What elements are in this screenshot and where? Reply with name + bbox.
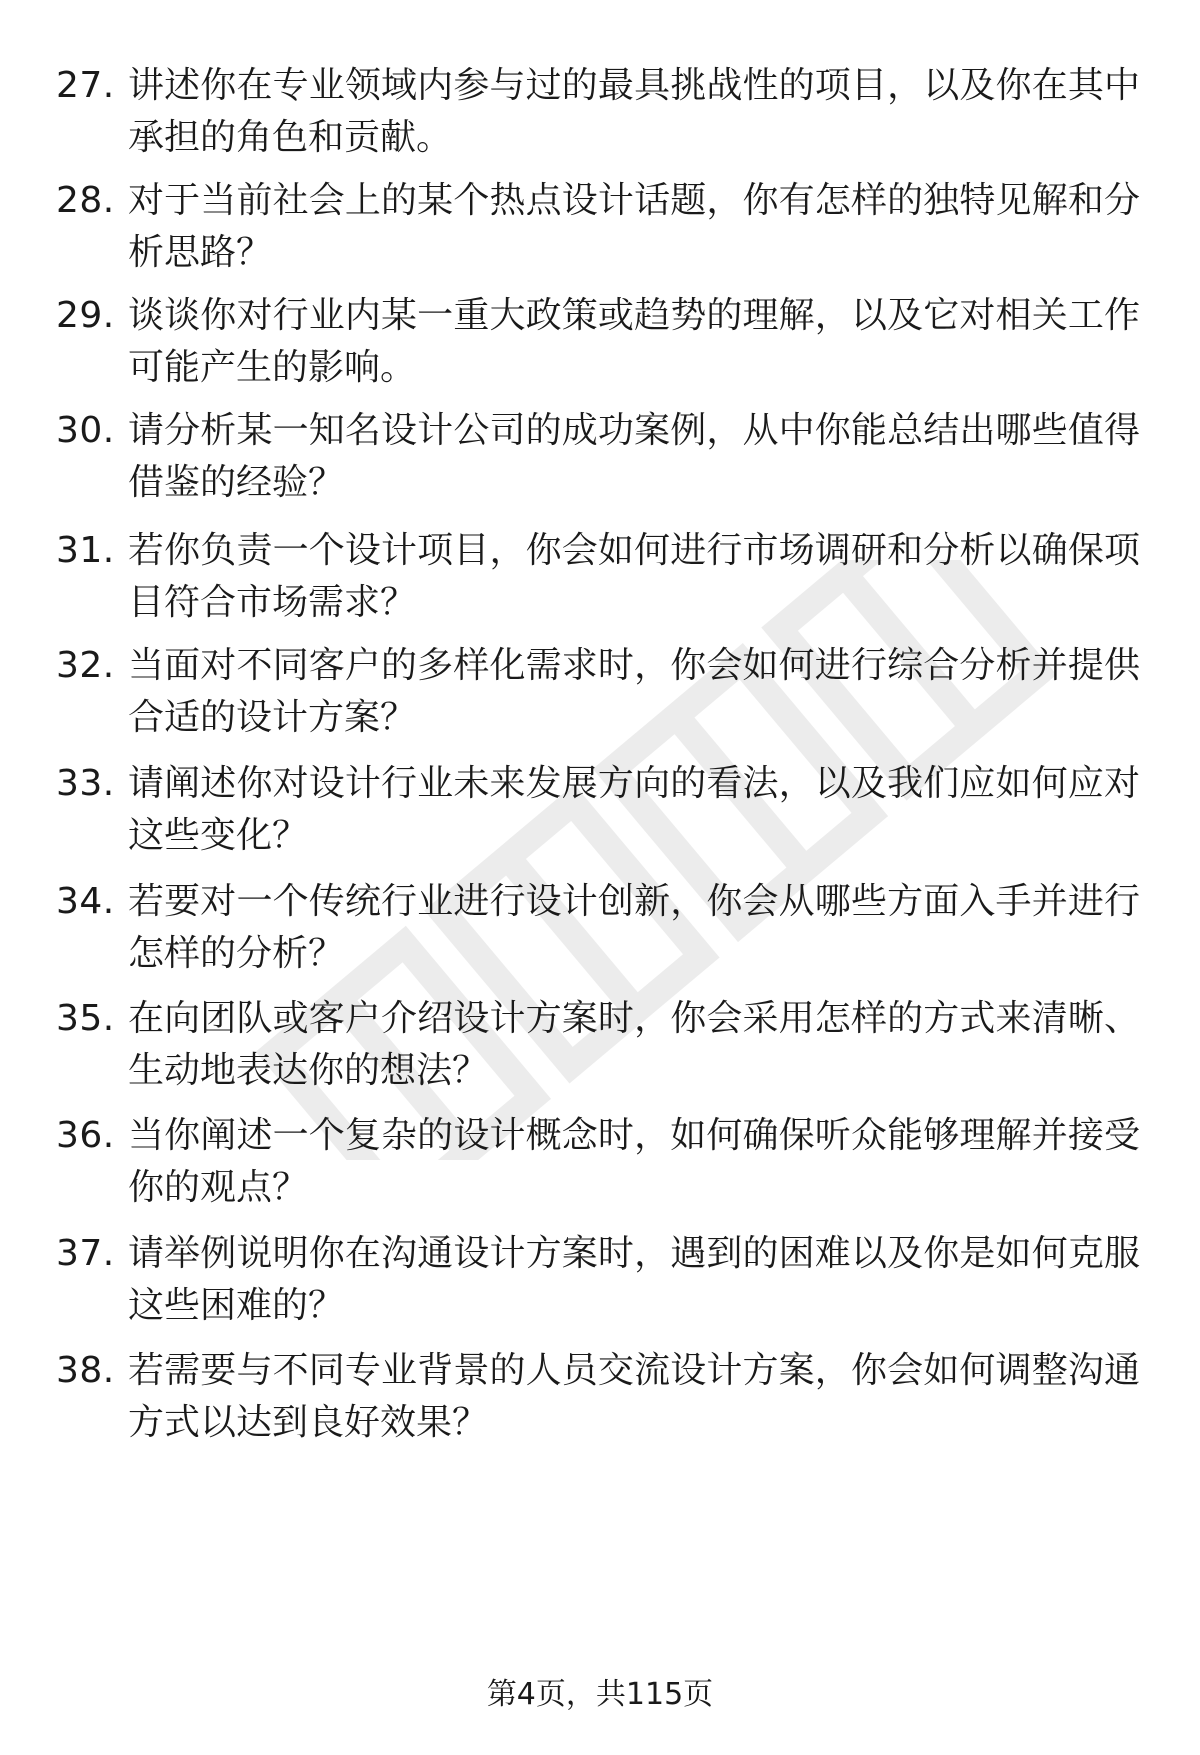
question-text: 在向团队或客户介绍设计方案时，你会采用怎样的方式来清晰、生动地表达你的想法？ [128,998,1140,1091]
list-item [0,1228,1200,1338]
question-text: 请举例说明你在沟通设计方案时，遇到的困难以及你是如何克服这些困难的？ [128,1233,1140,1326]
list-item [0,1110,1200,1220]
question-number: 38. [56,1350,115,1391]
list-item [0,758,1200,868]
list-item [0,175,1200,285]
question-text: 请分析某一知名设计公司的成功案例，从中你能总结出哪些值得借鉴的经验？ [128,410,1140,503]
page-number-footer: 第4页，共115页 [486,1677,714,1712]
question-text: 谈谈你对行业内某一重大政策或趋势的理解，以及它对相关工作可能产生的影响。 [128,295,1140,388]
question-number: 34. [56,881,115,922]
question-number: 36. [56,1115,115,1156]
question-text: 讲述你在专业领域内参与过的最具挑战性的项目，以及你在其中承担的角色和贡献。 [128,65,1140,158]
list-item [0,1345,1200,1455]
list-item [0,993,1200,1103]
question-text: 当你阐述一个复杂的设计概念时，如何确保听众能够理解并接受你的观点？ [128,1115,1140,1208]
question-number: 30. [56,410,115,451]
list-item [0,876,1200,986]
question-text: 若要对一个传统行业进行设计创新，你会从哪些方面入手并进行怎样的分析？ [128,881,1140,974]
question-number: 28. [56,180,115,221]
question-number: 32. [56,645,115,686]
question-number: 35. [56,998,115,1039]
question-text: 当面对不同客户的多样化需求时，你会如何进行综合分析并提供合适的设计方案？ [128,645,1140,738]
list-item [0,640,1200,750]
question-number: 29. [56,295,115,336]
list-item [0,290,1200,400]
question-text: 若你负责一个设计项目，你会如何进行市场调研和分析以确保项目符合市场需求？ [128,530,1140,623]
question-number: 37. [56,1233,115,1274]
question-text: 请阐述你对设计行业未来发展方向的看法，以及我们应如何应对这些变化？ [128,763,1140,856]
question-text: 对于当前社会上的某个热点设计话题，你有怎样的独特见解和分析思路？ [128,180,1140,273]
question-number: 33. [56,763,115,804]
question-text: 若需要与不同专业背景的人员交流设计方案，你会如何调整沟通方式以达到良好效果？ [128,1350,1140,1443]
question-number: 27. [56,65,115,106]
list-item [0,525,1200,635]
list-item [0,405,1200,515]
list-item [0,60,1200,170]
question-number: 31. [56,530,115,571]
